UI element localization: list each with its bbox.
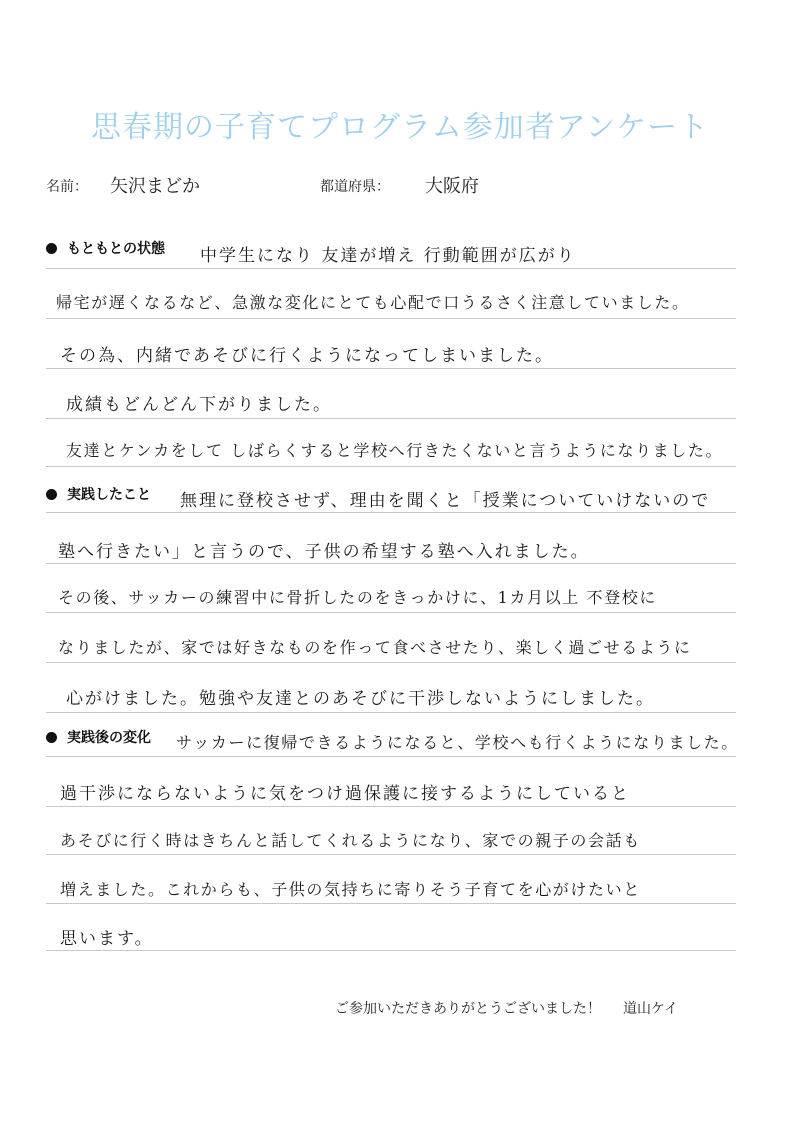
- bullet-icon: [46, 489, 57, 500]
- bullet-icon: [46, 243, 57, 254]
- ruled-line: [46, 466, 736, 467]
- ruled-line: [46, 662, 736, 663]
- ruled-line: [46, 418, 736, 419]
- ruled-line: [46, 563, 736, 564]
- handwritten-line: 過干渉にならないように気をつけ過保護に接するようにしていると: [60, 784, 630, 804]
- section-heading-practice: [46, 484, 151, 504]
- ruled-line: [46, 756, 736, 757]
- ruled-line: [46, 950, 736, 951]
- survey-title: 思春期の子育てプログラム参加者アンケート: [91, 110, 709, 145]
- handwritten-line: 増えました。これからも、子供の気持ちに寄りそう子育てを心がけたいと: [60, 880, 641, 899]
- name-label: 名前：: [46, 179, 88, 195]
- ruled-line: [46, 512, 736, 513]
- handwritten-line: あそびに行く時はきちんと話してくれるようになり、家での親子の会話も: [60, 831, 641, 850]
- handwritten-line: サッカーに復帰できるようになると、学校へも行くようになりました。: [176, 733, 739, 752]
- section-heading-label: 実践したこと: [67, 487, 151, 503]
- handwritten-line: 友達とケンカをして しばらくすると学校へ行きたくないと言うようになりました。: [66, 441, 724, 460]
- section-heading-label: 実践後の変化: [67, 730, 151, 746]
- ruled-line: [46, 854, 736, 855]
- handwritten-line: 無理に登校させず、理由を聞くと「授業についていけないので: [180, 491, 711, 511]
- bullet-icon: [46, 732, 57, 743]
- handwritten-line: 成績もどんどん下がりました。: [66, 395, 332, 415]
- ruled-line: [46, 268, 736, 269]
- handwritten-line: 塾へ行きたい」と言うので、子供の希望する塾へ入れました。: [58, 542, 590, 562]
- prefecture-label: 都道府県：: [320, 179, 390, 195]
- handwritten-line: 心がけました。勉強や友達とのあそびに干渉しないようにしました。: [66, 689, 655, 709]
- handwritten-line: その後、サッカーの練習中に骨折したのをきっかけに、1カ月以上 不登校に: [58, 588, 657, 607]
- ruled-line: [46, 318, 736, 319]
- ruled-line: [46, 368, 736, 369]
- handwritten-line: 思います。: [60, 929, 154, 949]
- handwritten-line: その為、内緒であそびに行くようになってしまいました。: [60, 346, 554, 366]
- author-name: 道山ケイ: [623, 1001, 679, 1017]
- thanks-message: ご参加いただきありがとうございました！: [335, 1001, 601, 1017]
- prefecture-value: 大阪府: [425, 176, 479, 197]
- ruled-line: [46, 806, 736, 807]
- ruled-line: [46, 612, 736, 613]
- section-heading-original-state: [46, 238, 165, 258]
- handwritten-line: 帰宅が遅くなるなど、急激な変化にとても心配で口うるさく注意していました。: [56, 293, 690, 312]
- section-heading-label: もともとの状態: [67, 241, 165, 257]
- footer: [335, 998, 678, 1018]
- name-value: 矢沢まどか: [110, 176, 200, 197]
- ruled-line: [46, 903, 736, 904]
- section-heading-after-practice: [46, 727, 151, 747]
- handwritten-line: 中学生になり 友達が増え 行動範囲が広がり: [200, 246, 576, 266]
- ruled-line: [46, 712, 736, 713]
- handwritten-line: なりましたが、家では好きなものを作って食べさせたり、楽しく過ごせるように: [58, 638, 692, 657]
